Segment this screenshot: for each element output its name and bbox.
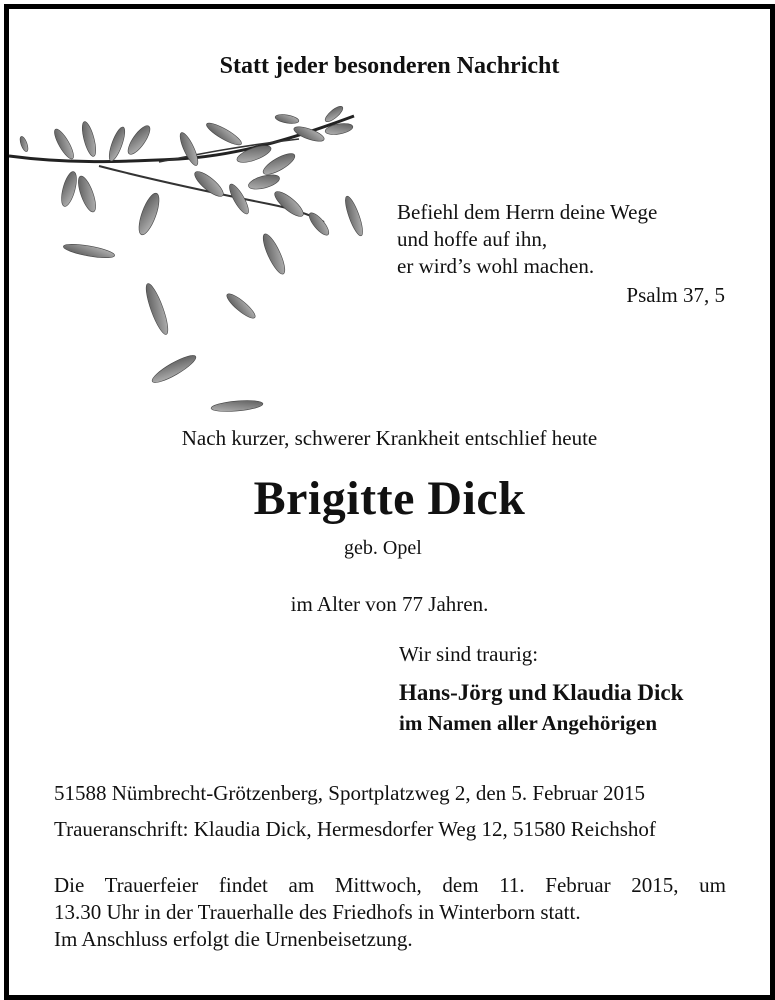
branch-with-leaves-icon — [9, 104, 379, 424]
location-date: 51588 Nümbrecht-Grötzenberg, Sportplatzweg 2, den 5. Februar 2015 — [54, 781, 645, 805]
service-line: Im Anschluss erfolgt die Urnenbeisetzung. — [54, 927, 413, 951]
mourners-sub: im Namen aller Angehörigen — [399, 711, 658, 735]
mourners-names: Hans-Jörg und Klaudia Dick — [399, 680, 684, 705]
verse-line: Befiehl dem Herrn deine Wege — [397, 200, 658, 224]
mourners-intro: Wir sind traurig: — [399, 642, 539, 666]
service-line: Die Trauerfeier findet am Mittwoch, dem 11. Februar 2015, um — [54, 873, 726, 897]
verse-line: und hoffe auf ihn, — [397, 227, 548, 251]
service-info — [54, 872, 726, 953]
announcement-intro: Nach kurzer, schwerer Krankheit entschlief heute — [181, 426, 598, 450]
service-line: 13.30 Uhr in der Trauerhalle des Friedhofs in Winterborn statt. — [54, 900, 581, 924]
bible-verse — [397, 199, 657, 280]
obituary-card — [4, 4, 775, 1000]
maiden-name: geb. Opel — [344, 537, 422, 559]
age-statement: im Alter von 77 Jahren. — [290, 592, 489, 616]
verse-source: Psalm 37, 5 — [626, 283, 725, 307]
mourning-address: Traueranschrift: Klaudia Dick, Hermesdorfer Weg 12, 51580 Reichshof — [54, 817, 656, 841]
deceased-name: Brigitte Dick — [253, 472, 526, 525]
verse-line: er wird’s wohl machen. — [397, 254, 595, 278]
header-title: Statt jeder besonderen Nachricht — [219, 53, 560, 79]
